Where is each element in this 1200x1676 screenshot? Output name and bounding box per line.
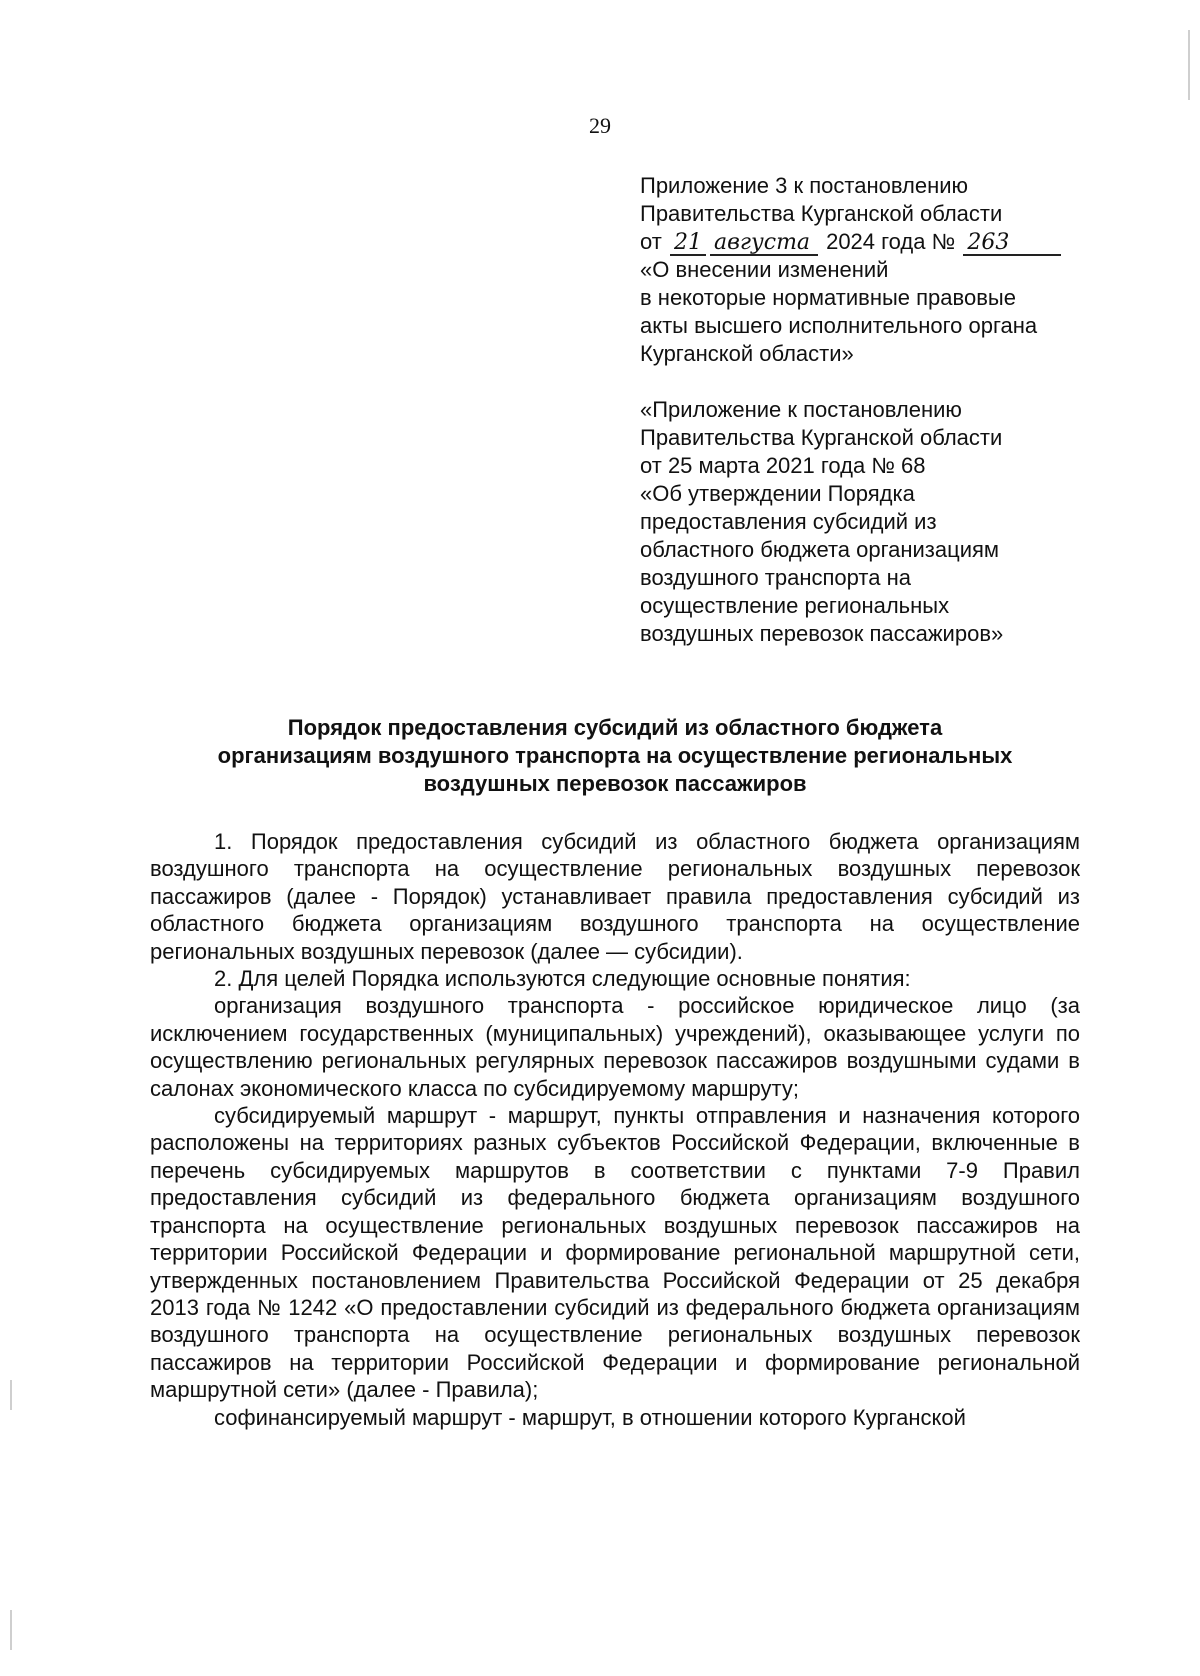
- paragraph-definition-subsidized-route: субсидируемый маршрут - маршрут, пункты отправления и назначения которого расположены на территориях разных субъектов Российской Федерации, включенные в перечень субсидируемых маршрутов в соответствии с пунктами 7-9 Правил предоставления субсидий из федерального бюджета организациям воздушного транспорта на осуществление региональных воздушных перевозок пассажиров на территории Российской Федерации и формирование региональной маршрутной сети, утвержденных постановлением Правительства Российской Федерации от 25 декабря 2013 года № 1242 «О предоставлении субсидий из федерального бюджета организациям воздушного транспорта на осуществление региональных воздушных перевозок пассажиров на территории Российской Федерации и формирование региональной маршрутной сети» (далее - Правила);: [150, 1103, 1080, 1403]
- appendix-line-1: Приложение 3 к постановлению: [640, 173, 969, 198]
- handwritten-month: августа: [710, 232, 818, 256]
- title-line-1: Порядок предоставления субсидий из областного бюджета: [287, 715, 943, 740]
- base-appendix-line: областного бюджета организациям: [640, 537, 1000, 562]
- title-line-2: организациям воздушного транспорта на осуществление региональных: [217, 743, 1013, 768]
- date-year-text: 2024 года №: [826, 229, 956, 254]
- handwritten-day: 21: [670, 232, 706, 256]
- scan-edge-mark-left-middle: [10, 1380, 12, 1410]
- base-appendix-line: от 25 марта 2021 года № 68: [640, 453, 926, 478]
- paragraph-definition-cofinanced-route: софинансируемый маршрут - маршрут, в отношении которого Курганской: [214, 1404, 966, 1430]
- paragraph-definition-organization: организация воздушного транспорта - российское юридическое лицо (за исключением государственных (муниципальных) учреждений), оказывающее услуги по осуществлению региональных регулярных перевозок пассажиров воздушными судами в салонах экономического класса по субсидируемому маршруту;: [150, 993, 1080, 1101]
- appendix-line-4: «О внесении изменений: [640, 257, 889, 282]
- paragraph-2: 2. Для целей Порядка используются следующие основные понятия:: [214, 966, 911, 992]
- document-title: [150, 714, 1080, 798]
- base-appendix-line: осуществление региональных: [640, 593, 950, 618]
- scan-edge-mark-left-bottom: [10, 1610, 12, 1650]
- base-appendix-line: предоставления субсидий из: [640, 509, 937, 534]
- base-appendix-line: воздушного транспорта на: [640, 565, 911, 590]
- page-number: 29: [589, 113, 611, 138]
- appendix-line-2: Правительства Курганской области: [640, 201, 1003, 226]
- appendix-date-line: [640, 228, 1160, 256]
- scan-edge-mark-top-right: [1188, 30, 1190, 100]
- date-prefix: от: [640, 229, 662, 254]
- base-appendix-line: воздушных перевозок пассажиров»: [640, 621, 1004, 646]
- base-appendix-line: «Приложение к постановлению: [640, 397, 962, 422]
- document-body: [150, 828, 1080, 1431]
- appendix-header: [640, 172, 1160, 648]
- paragraph-1: 1. Порядок предоставления субсидий из областного бюджета организациям воздушного транспорта на осуществление региональных воздушных перевозок пассажиров (далее - Порядок) устанавливает правила предоставления субсидий из областного бюджета организациям воздушного транспорта на осуществление региональных воздушных перевозок (далее — субсидии).: [150, 829, 1080, 964]
- appendix-line-6: акты высшего исполнительного органа: [640, 313, 1038, 338]
- appendix-line-7: Курганской области»: [640, 341, 854, 366]
- handwritten-decree-number: 263: [963, 232, 1061, 256]
- base-appendix-line: Правительства Курганской области: [640, 425, 1003, 450]
- base-appendix-line: «Об утверждении Порядка: [640, 481, 915, 506]
- appendix-line-5: в некоторые нормативные правовые: [640, 285, 1016, 310]
- title-line-3: воздушных перевозок пассажиров: [423, 771, 807, 796]
